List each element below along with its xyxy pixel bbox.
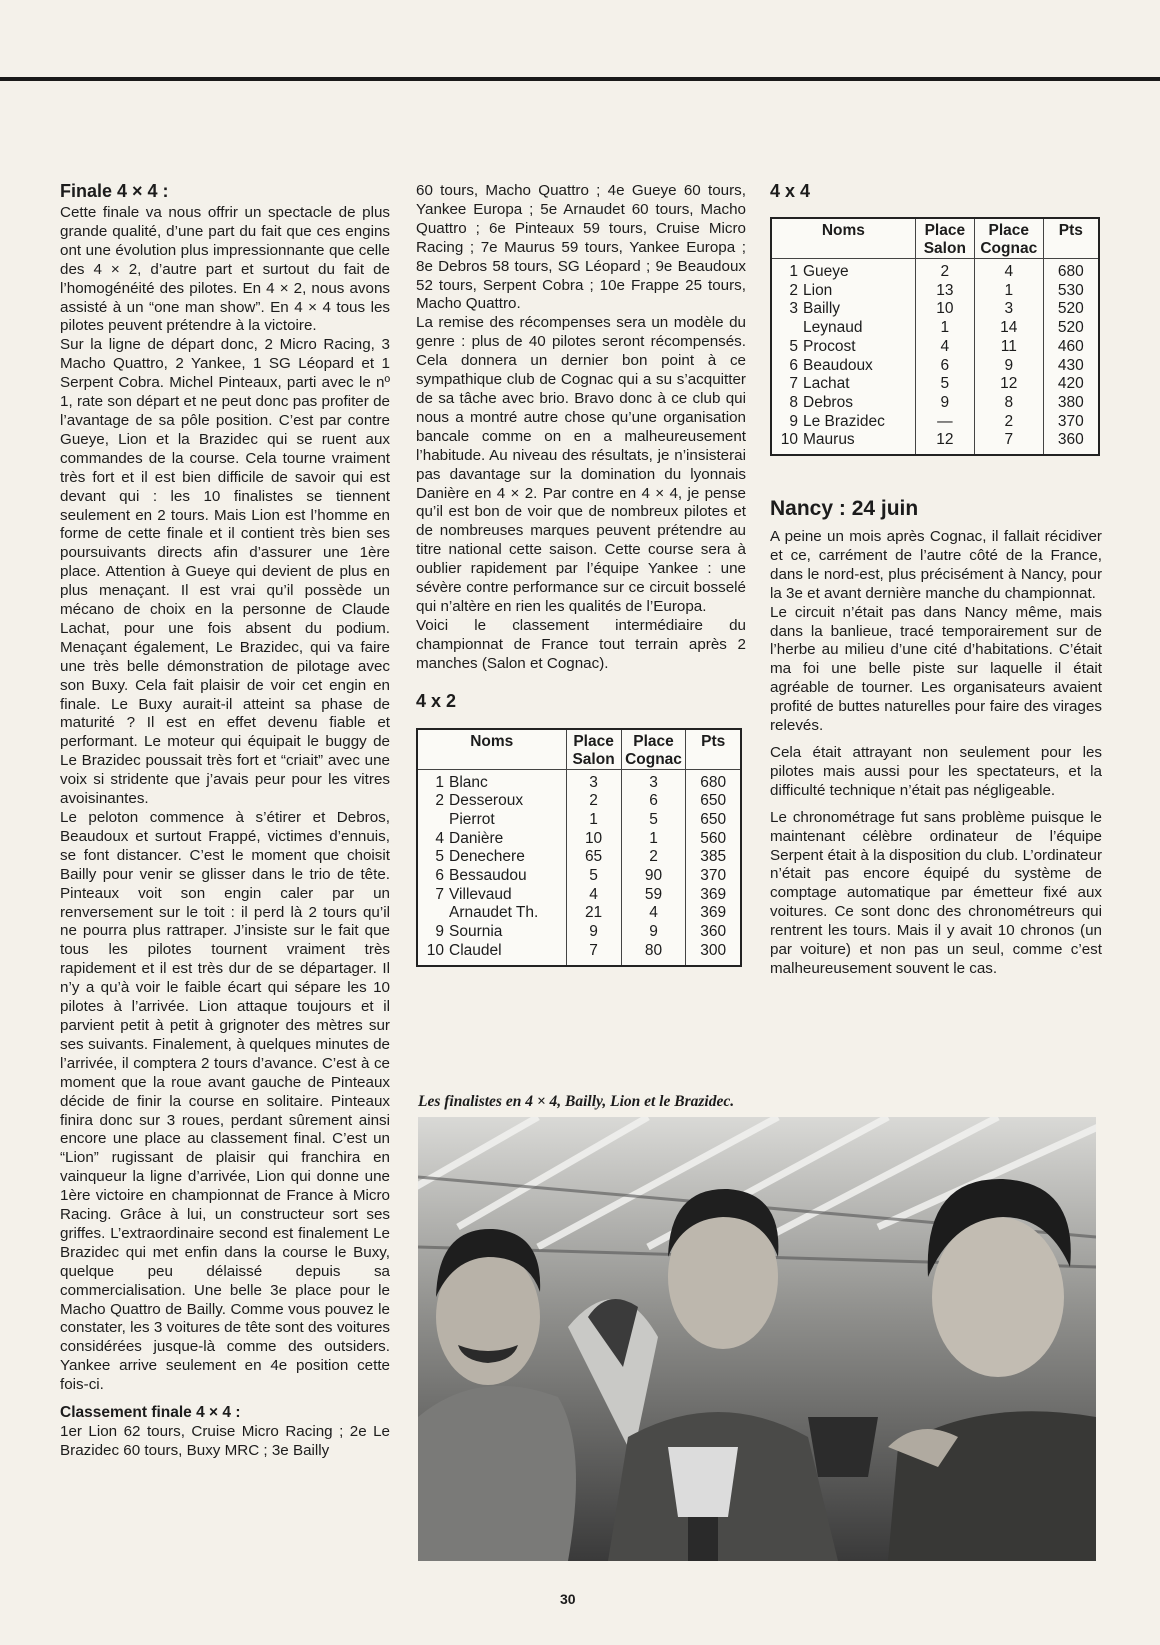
table-row <box>417 848 741 867</box>
table-row <box>771 319 1099 338</box>
cell-name-text: Pierrot <box>449 810 495 828</box>
cell-name <box>417 830 566 849</box>
cell-place-salon: 7 <box>566 942 621 966</box>
cell-rank: 9 <box>789 412 798 430</box>
cell-place-cognac: 9 <box>621 923 686 942</box>
column-1 <box>60 180 390 1461</box>
paragraph: 1er Lion 62 tours, Cruise Micro Racing ; 2e Le Brazidec 60 tours, Buxy MRC ; 3e Bailly <box>60 1423 390 1459</box>
cell-place-salon: — <box>915 413 974 432</box>
cell-pts: 520 <box>1043 319 1099 338</box>
table-row <box>771 338 1099 357</box>
cell-place-salon: 5 <box>566 867 621 886</box>
cell-place-cognac: 7 <box>974 431 1043 455</box>
cell-place-cognac: 2 <box>621 848 686 867</box>
table-header-row <box>771 218 1099 259</box>
cell-name <box>771 357 915 376</box>
cell-name <box>771 413 915 432</box>
cell-place-cognac: 3 <box>621 769 686 792</box>
paragraph: Cela était attrayant non seulement pour les pilotes mais aussi pour les spectateurs, et la difficulté technique n’était pas négligeable. <box>770 744 1102 799</box>
cell-pts: 680 <box>686 769 741 792</box>
header-place-salon: Place Salon <box>566 729 621 770</box>
table-row <box>771 357 1099 376</box>
cell-rank: 5 <box>789 337 798 355</box>
cell-name <box>417 942 566 966</box>
paragraph: Sur la ligne de départ donc, 2 Micro Racing, 3 Macho Quattro, 2 Yankee, 1 SG Léopard et 1 Serpent Cobra. Michel Pinteaux, parti avec le nº 1, rate son départ et ne peut donc pas profiter de l’avantage de sa pôle position. C’est par contre Gueye, Lion et la Brazidec qui se ruent aux commandes de la course. Cela tourne vraiment très fort et il est bien difficile de savoir qui est devant qui : les 10 finalistes se tiennent seulement en 2 tours. Mais Lion est l’homme en forme de cette finale et il contient très bien ses poursuivants directs afin d’assurer une 1ère place. Attention à Gueye qui devient de plus en plus menaçant. Il est vrai qu’il possède un mécano de choix en la personne de Claude Lachat, pour une fois absent du podium. Menaçant également, Le Brazidec, qui va faire une très belle démonstration de pilotage avec son Buxy. Cela fait plaisir de voir cet engin en finale. Le Buxy aurait-il atteint sa phase de maturité ? Il est en effet devenu fiable et performant. Le moteur qui équipait le buggy de Le Brazidec poussait très fort et “criait” avec une voix si stridente que j’avais peur pour les vitres avoisinantes. <box>60 336 390 808</box>
cell-name-text: Leynaud <box>803 319 863 337</box>
cell-rank: 8 <box>789 393 798 411</box>
cell-name-text: Beaudoux <box>803 356 873 374</box>
cell-place-salon: 4 <box>566 886 621 905</box>
heading-nancy: Nancy : 24 juin <box>770 497 919 521</box>
cell-place-cognac: 4 <box>974 259 1043 282</box>
cell-pts: 530 <box>1043 282 1099 301</box>
cell-pts: 560 <box>686 830 741 849</box>
cell-name <box>417 848 566 867</box>
cell-place-salon: 10 <box>915 300 974 319</box>
cell-pts: 360 <box>1043 431 1099 455</box>
table-title-4x4: 4 x 4 <box>770 181 811 201</box>
cell-rank: 4 <box>435 829 444 847</box>
cell-place-salon: 10 <box>566 830 621 849</box>
cell-place-cognac: 14 <box>974 319 1043 338</box>
finalists-photo <box>418 1117 1096 1561</box>
cell-place-cognac: 1 <box>974 282 1043 301</box>
cell-pts: 370 <box>1043 413 1099 432</box>
table-row <box>771 282 1099 301</box>
cell-name <box>771 259 915 282</box>
cell-pts: 680 <box>1043 259 1099 282</box>
cell-place-cognac: 90 <box>621 867 686 886</box>
cell-place-salon: 5 <box>915 375 974 394</box>
table-row <box>771 375 1099 394</box>
cell-pts: 370 <box>686 867 741 886</box>
cell-name <box>417 923 566 942</box>
cell-rank: 1 <box>435 773 444 791</box>
paragraph: 60 tours, Macho Quattro ; 4e Gueye 60 tours, Yankee Europa ; 5e Arnaudet 60 tours, Macho Quattro ; 6e Pinteaux 59 tours, Cruise Micro Racing ; 7e Maurus 59 tours, Yankee Europa ; 8e Debros 58 tours, SG Léopard ; 9e Beaudoux 52 tours, Serpent Cobra ; 10e Frappe 25 tours, Macho Quattro. <box>416 182 746 313</box>
cell-place-salon: 13 <box>915 282 974 301</box>
cell-place-salon: 2 <box>915 259 974 282</box>
top-rule <box>0 77 1160 81</box>
cell-place-cognac: 6 <box>621 792 686 811</box>
column-2 <box>416 182 746 967</box>
heading-finale-4x4: Finale 4 × 4 : <box>60 181 169 201</box>
cell-place-salon: 9 <box>915 394 974 413</box>
cell-name-text: Denechere <box>449 848 525 866</box>
paragraph: La remise des récompenses sera un modèle du genre : plus de 40 pilotes seront récompensés. Cela donnera un dernier bon point à ce sympathique club de Cognac qui a su s’acquitter de sa tâche avec brio. Bravo donc à ce club qui nous a montré autre chose qu’une organisation bancale comme on en a malheureusement l’habitude. Au niveau des résultats, je n’insisterai pas davantage sur la domination du lyonnais Danière en 4 × 2. Par contre en 4 × 4, je pense qu’il est bon de voir que de nombreux pilotes et de nombreuses marques peuvent prétendre au titre national cette saison. Cette course sera à oublier rapidement par l’équipe Yankee : une sévère contre performance sur ce circuit bosselé qui n’altère en rien les qualités de l’Europa. <box>416 314 746 615</box>
cell-pts: 360 <box>686 923 741 942</box>
cell-pts: 380 <box>1043 394 1099 413</box>
cell-pts: 650 <box>686 792 741 811</box>
cell-rank: 9 <box>435 923 444 941</box>
cell-rank: 3 <box>789 300 798 318</box>
header-pts: Pts <box>1043 218 1099 259</box>
heading-classement: Classement finale 4 × 4 : <box>60 1404 241 1422</box>
cell-name <box>771 375 915 394</box>
cell-place-salon: 21 <box>566 904 621 923</box>
finalists-photo-illustration <box>418 1117 1096 1561</box>
cell-rank: 7 <box>435 885 444 903</box>
table-row <box>417 769 741 792</box>
cell-place-cognac: 8 <box>974 394 1043 413</box>
table-row <box>417 811 741 830</box>
table-row <box>417 923 741 942</box>
paragraph: A peine un mois après Cognac, il fallait récidiver et ce, carrément de l’autre côté de la France, dans le nord-est, plus précisément à Nancy, pour la 3e et avant dernière manche du championnat. <box>770 528 1102 602</box>
cell-rank: 2 <box>789 281 798 299</box>
cell-name-text: Gueye <box>803 263 849 280</box>
header-noms: Noms <box>771 218 915 259</box>
cell-rank: 10 <box>426 941 444 959</box>
cell-place-cognac: 4 <box>621 904 686 923</box>
cell-pts: 300 <box>686 942 741 966</box>
cell-name <box>417 792 566 811</box>
cell-rank: 1 <box>789 263 798 280</box>
cell-pts: 420 <box>1043 375 1099 394</box>
header-place-cognac: Place Cognac <box>621 729 686 770</box>
cell-place-salon: 1 <box>915 319 974 338</box>
cell-name-text: Bailly <box>803 300 841 318</box>
table-row <box>417 942 741 966</box>
cell-place-salon: 12 <box>915 431 974 455</box>
cell-name <box>417 769 566 792</box>
cell-name <box>417 867 566 886</box>
cell-pts: 460 <box>1043 338 1099 357</box>
table-row <box>771 394 1099 413</box>
cell-name-text: Desseroux <box>449 792 524 810</box>
column-3 <box>770 180 1102 979</box>
cell-rank: 7 <box>789 375 798 393</box>
cell-place-cognac: 1 <box>621 830 686 849</box>
cell-name-text: Lion <box>803 281 833 299</box>
paragraph: Le peloton commence à s’étirer et Debros, Beaudoux et surtout Frappé, victimes d’ennuis, se font distancer. C’est le moment que choisit Bailly pour venir se glisser dans le trio de tête. Pinteaux voit son engin caler par un renversement sur le toit : il perd là 2 tours qu’il ne pourra plus rattraper. J’insiste sur le fait que tous les pilotes tournent vraiment très rapidement et il est très dur de se départager. Il n’y a qu’à voir le faible écart qui sépare les 10 pilotes à l’arrivée. Lion attaque toujours et il parvient petit à petit à grignoter des mètres sur ses suivants. Finalement, à quelques minutes de l’arrivée, il comptera 2 tours d’avance. C’est à ce moment que la roue avant gauche de Pinteaux décide de finir la course en solitaire. Pinteaux finira donc sur 3 roues, perdant sûrement ainsi encore une place au classement final. C’est un “Lion” rugissant de plaisir qui franchira en vainqueur la ligne d’arrivée, Lion qui donne une 1ère victoire en championnat de France à Micro Racing. Grâce à lui, un constructeur sort ses griffes. L’extraordinaire second est finalement Le Brazidec qui met enfin dans la course le Buxy, quelque peu délaissé depuis sa commercialisation. Une belle 3e place pour le Macho Quattro de Bailly. Comme vous pouvez le constater, les 3 voitures de tête sont des voitures considérées jusque-là comme des outsiders. Yankee arrive seulement en 4e position cette fois-ci. <box>60 809 390 1394</box>
cell-place-salon: 9 <box>566 923 621 942</box>
cell-name-text: Blanc <box>449 773 488 791</box>
cell-place-salon: 6 <box>915 357 974 376</box>
cell-name <box>771 282 915 301</box>
cell-name <box>771 431 915 455</box>
cell-name-text: Procost <box>803 337 856 355</box>
cell-name <box>417 904 566 923</box>
cell-pts: 650 <box>686 811 741 830</box>
cell-place-cognac: 59 <box>621 886 686 905</box>
table-row <box>771 413 1099 432</box>
table-row <box>417 830 741 849</box>
photo-caption: Les finalistes en 4 × 4, Bailly, Lion et le Brazidec. <box>418 1093 735 1110</box>
cell-pts: 369 <box>686 886 741 905</box>
paragraph: Cette finale va nous offrir un spectacle de plus grande qualité, d’une part du fait que ces engins ont une évolution plus impressionnante que celle des 4 × 2, d’autre part et surtout du fait de l’homogénéité des pilotes. En 4 × 2, nous avons assisté à un “one man show”. En 4 × 4 tous les pilotes peuvent prétendre à la victoire. <box>60 204 390 335</box>
cell-place-cognac: 9 <box>974 357 1043 376</box>
cell-name-text: Danière <box>449 829 504 847</box>
cell-rank: 2 <box>435 792 444 810</box>
cell-name-text: Arnaudet Th. <box>449 904 539 922</box>
cell-name <box>417 886 566 905</box>
page-number: 30 <box>560 1591 576 1607</box>
cell-rank: 6 <box>789 356 798 374</box>
cell-rank: 10 <box>780 431 798 449</box>
table-row <box>771 431 1099 455</box>
cell-name-text: Maurus <box>803 431 855 449</box>
cell-name-text: Villevaud <box>449 885 512 903</box>
cell-place-cognac: 3 <box>974 300 1043 319</box>
cell-place-cognac: 2 <box>974 413 1043 432</box>
table-row <box>417 867 741 886</box>
cell-pts: 520 <box>1043 300 1099 319</box>
results-table-4x2 <box>416 728 742 967</box>
cell-place-cognac: 5 <box>621 811 686 830</box>
cell-name <box>771 300 915 319</box>
results-table-4x4 <box>770 217 1100 456</box>
cell-place-cognac: 11 <box>974 338 1043 357</box>
cell-name-text: Le Brazidec <box>803 412 885 430</box>
cell-place-salon: 4 <box>915 338 974 357</box>
paragraph: Voici le classement intermédiaire du championnat de France tout terrain après 2 manches (Salon et Cognac). <box>416 616 746 672</box>
header-place-salon: Place Salon <box>915 218 974 259</box>
header-place-cognac: Place Cognac <box>974 218 1043 259</box>
cell-rank: 5 <box>435 848 444 866</box>
table-row <box>771 300 1099 319</box>
cell-place-salon: 3 <box>566 769 621 792</box>
cell-name <box>771 319 915 338</box>
cell-place-cognac: 12 <box>974 375 1043 394</box>
table-row <box>417 904 741 923</box>
table-title-4x2: 4 x 2 <box>416 690 457 711</box>
table-row <box>771 259 1099 282</box>
paragraph: Le chronométrage fut sans problème puisque le maintenant célèbre ordinateur de l’équipe Serpent était à la disposition du club. L’ordinateur n’était pas encore équipé du système de comptage automatique par émetteur fixé aux voitures. Ce sont donc des chronométreurs qui rentrent les tours. Mais il y avait 10 chronos (un par voiture) et non pas un seul, comme c’est malheureusement souvent le cas. <box>770 808 1102 977</box>
table-row <box>417 792 741 811</box>
table-row <box>417 886 741 905</box>
cell-rank: 6 <box>435 867 444 885</box>
cell-place-salon: 65 <box>566 848 621 867</box>
table-header-row <box>417 729 741 770</box>
header-pts: Pts <box>686 729 741 770</box>
cell-name <box>771 338 915 357</box>
cell-name <box>417 811 566 830</box>
cell-name-text: Debros <box>803 393 853 411</box>
cell-pts: 369 <box>686 904 741 923</box>
cell-place-salon: 1 <box>566 811 621 830</box>
cell-place-cognac: 80 <box>621 942 686 966</box>
cell-pts: 385 <box>686 848 741 867</box>
cell-name-text: Bessaudou <box>449 867 527 885</box>
paragraph: Le circuit n’était pas dans Nancy même, mais dans la banlieue, tracé temporairement sur de l’herbe au milieu d’une cité d’habitations. C’était ma foi une belle piste sur laquelle il était agréable de tourner. Les organisateurs avaient profité de buttes naturelles pour faire des virages relevés. <box>770 603 1102 735</box>
cell-name <box>771 394 915 413</box>
cell-name-text: Sournia <box>449 923 503 941</box>
cell-name-text: Claudel <box>449 941 502 959</box>
cell-name-text: Lachat <box>803 375 850 393</box>
cell-place-salon: 2 <box>566 792 621 811</box>
cell-pts: 430 <box>1043 357 1099 376</box>
header-noms: Noms <box>417 729 566 770</box>
